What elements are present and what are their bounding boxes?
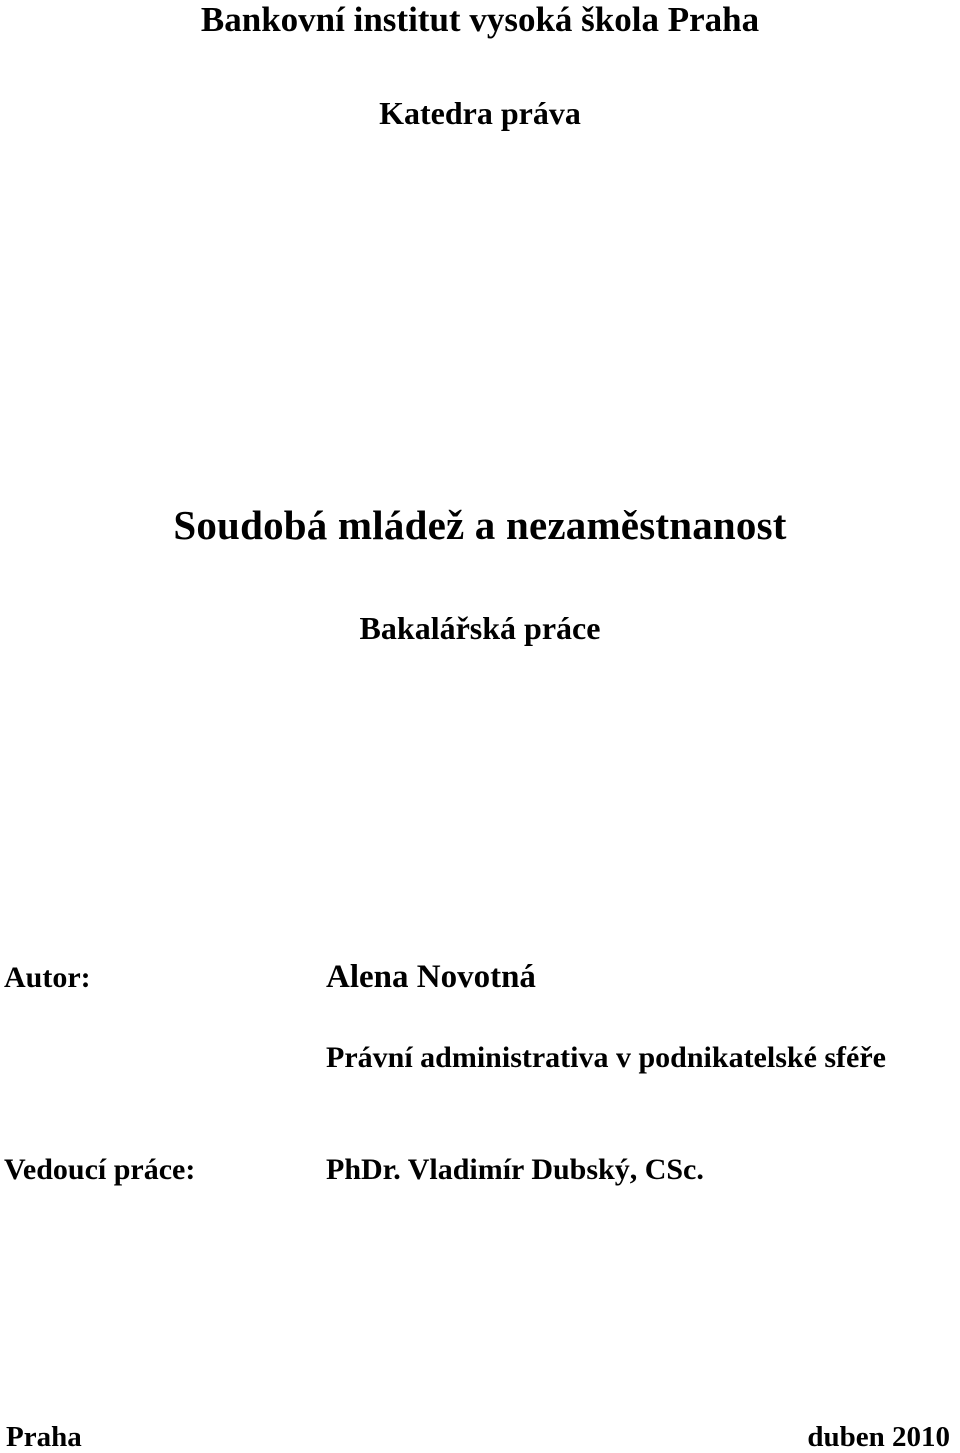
institution-name: Bankovní institut vysoká škola Praha (200, 0, 760, 39)
footer-date: duben 2010 (807, 1421, 950, 1453)
author-field-of-study: Právní administrativa v podnikatelské sféře (326, 1041, 886, 1074)
supervisor-label: Vedoucí práce: (4, 1153, 196, 1186)
author-label: Autor: (4, 961, 91, 994)
thesis-type: Bakalářská práce (359, 610, 601, 646)
supervisor-name: PhDr. Vladimír Dubský, CSc. (326, 1153, 704, 1186)
department-name: Katedra práva (379, 95, 581, 131)
author-name: Alena Novotná (326, 959, 536, 995)
thesis-title: Soudobá mládež a nezaměstnanost (173, 502, 787, 548)
footer-city: Praha (6, 1421, 82, 1453)
